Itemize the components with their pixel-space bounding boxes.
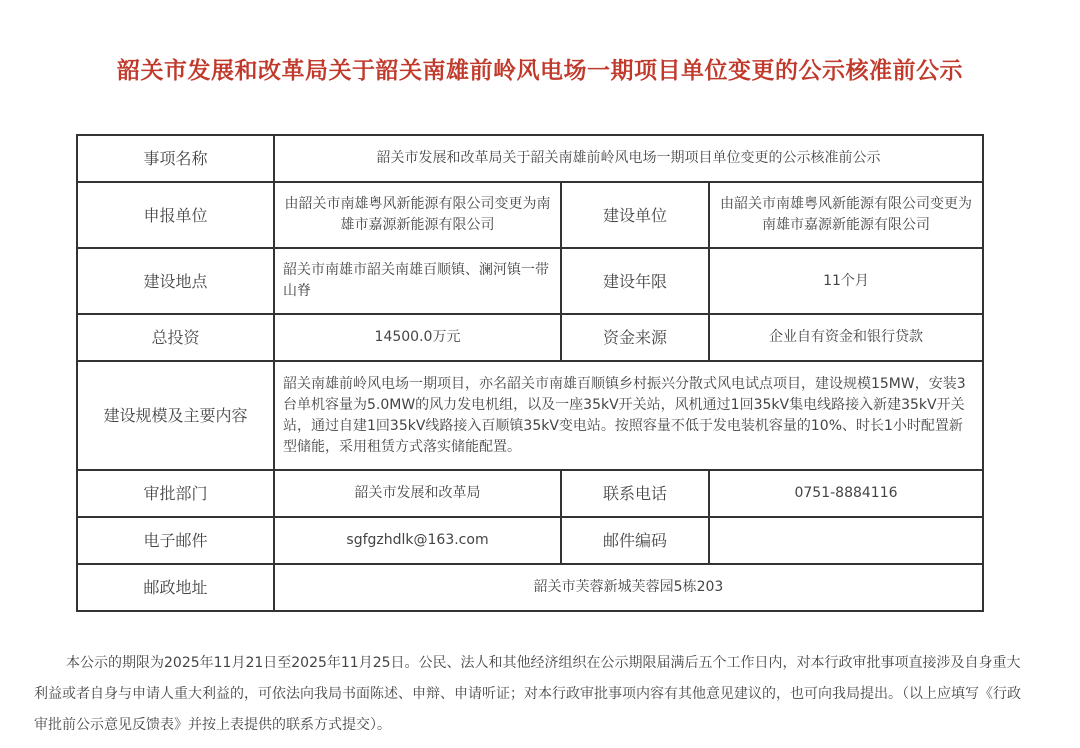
location-label: 建设地点	[77, 248, 274, 314]
period-value: 11个月	[709, 248, 983, 314]
table-row	[77, 470, 983, 517]
page-title: 韶关市发展和改革局关于韶关南雄前岭风电场一期项目单位变更的公示核准前公示	[117, 58, 963, 84]
investment-value: 14500.0万元	[274, 314, 561, 361]
dept-label: 审批部门	[77, 470, 274, 517]
funding-value: 企业自有资金和银行贷款	[709, 314, 983, 361]
builder-label: 建设单位	[561, 182, 709, 248]
builder-value: 由韶关市南雄粤风新能源有限公司变更为南雄市嘉源新能源有限公司	[709, 182, 983, 248]
table-row	[77, 517, 983, 564]
email-value: sgfgzhdlk@163.com	[274, 517, 561, 564]
phone-value: 0751-8884116	[709, 470, 983, 517]
scale-value: 韶关南雄前岭风电场一期项目，亦名韶关市南雄百顺镇乡村振兴分散式风电试点项目，建设规模15MW，安装3台单机容量为5.0MW的风力发电机组，以及一座35kV开关站，风机通过1回35kV集电线路接入新建35kV开关站，通过自建1回35kV线路接入百顺镇35kV变电站。按照容量不低于发电装机容量的10%、时长1小时配置新型储能，采用租赁方式落实储能配置。	[274, 361, 983, 470]
location-value: 韶关市南雄市韶关南雄百顺镇、澜河镇一带山脊	[274, 248, 561, 314]
table-row	[77, 564, 983, 611]
dept-value: 韶关市发展和改革局	[274, 470, 561, 517]
table-row	[77, 361, 983, 470]
applicant-value: 由韶关市南雄粤风新能源有限公司变更为南雄市嘉源新能源有限公司	[274, 182, 561, 248]
investment-label: 总投资	[77, 314, 274, 361]
info-table	[76, 134, 984, 612]
email-label: 电子邮件	[77, 517, 274, 564]
address-label: 邮政地址	[77, 564, 274, 611]
funding-label: 资金来源	[561, 314, 709, 361]
period-label: 建设年限	[561, 248, 709, 314]
item-name-label: 事项名称	[77, 135, 274, 182]
address-value: 韶关市芙蓉新城芙蓉园5栋203	[274, 564, 983, 611]
postcode-value	[709, 517, 983, 564]
phone-label: 联系电话	[561, 470, 709, 517]
table-row	[77, 135, 983, 182]
table-row	[77, 182, 983, 248]
scale-label: 建设规模及主要内容	[77, 361, 274, 470]
table-row	[77, 248, 983, 314]
applicant-label: 申报单位	[77, 182, 274, 248]
table-row	[77, 314, 983, 361]
item-name-value: 韶关市发展和改革局关于韶关南雄前岭风电场一期项目单位变更的公示核准前公示	[274, 135, 983, 182]
notice-paragraph: 本公示的期限为2025年11月21日至2025年11月25日。公民、法人和其他经济组织在公示期限届满后五个工作日内，对本行政审批事项直接涉及自身重大利益或者自身与申请人重大利益的，可依法向我局书面陈述、申辩、申请听证；对本行政审批事项内容有其他意见建议的，也可向我局提出。（以上应填写《行政审批前公示意见反馈表》并按上表提供的联系方式提交）。	[34, 655, 1021, 733]
postcode-label: 邮件编码	[561, 517, 709, 564]
